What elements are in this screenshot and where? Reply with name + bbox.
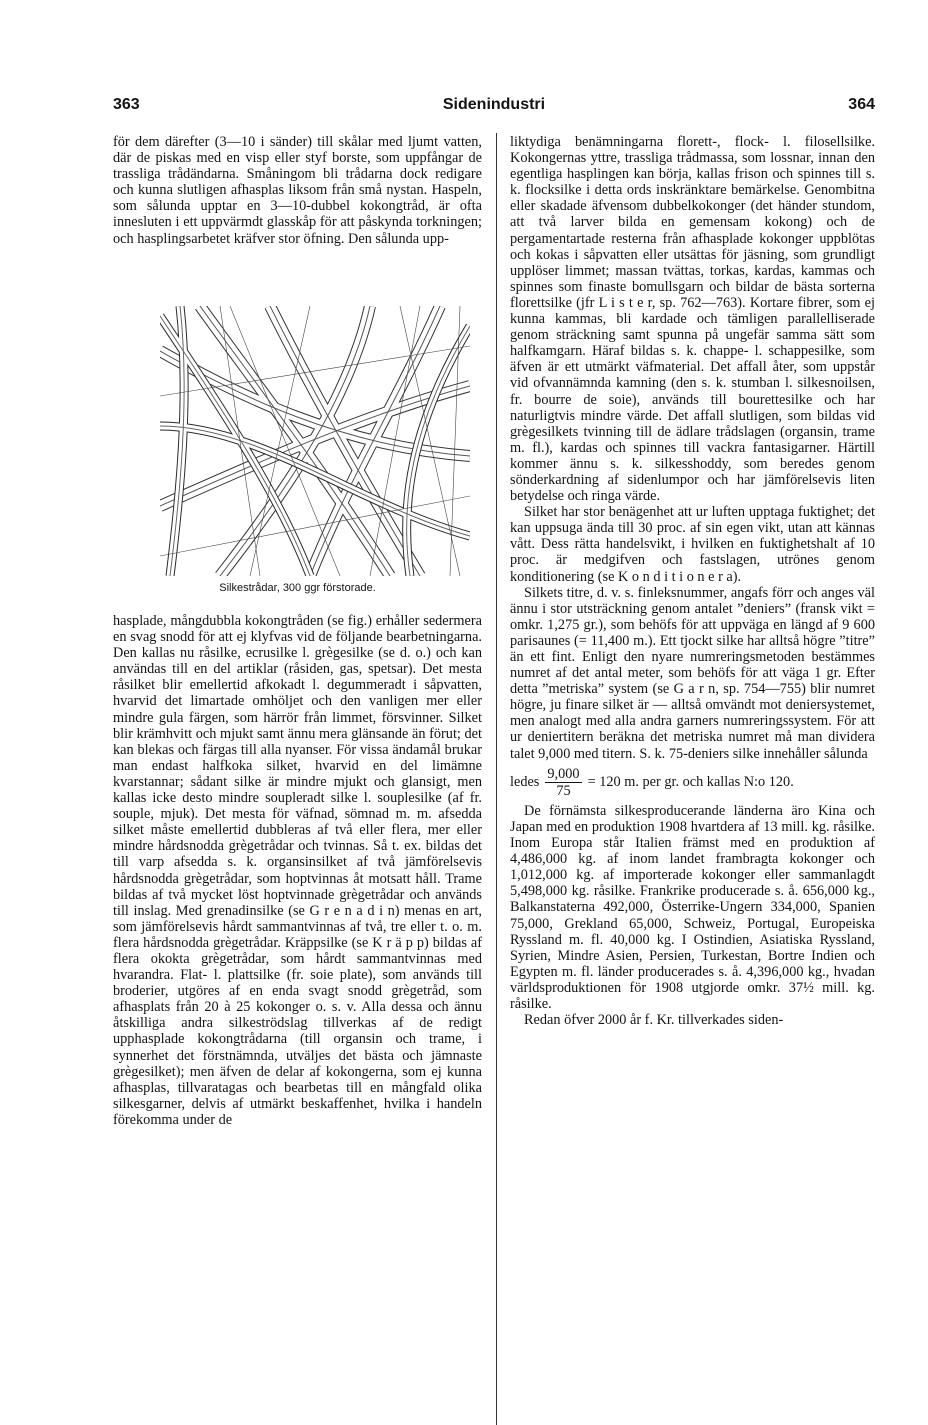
column-divider	[496, 133, 497, 1425]
page-number-right: 364	[848, 96, 875, 113]
running-title: Sidenindustri	[442, 96, 546, 113]
formula-fraction	[545, 766, 581, 799]
paragraph: Silkets titre, d. v. s. finleksnummer, angafs förr och anges väl ännu i stor utsträckning genom antalet ”deniers” (fransk vikt = omkr. 1,275 gr.), som behöfs för att uppväga en längd af 9 600 parisaunes (= 11,400 m.). Ett tjockt silke har alltså högre ”titre” än ett fint. Enligt den nyare numreringsmetoden bestämmes numret af det antal meter, som behöfs för att väga 1 gr. Efter detta ”metriska” system (se G a r n, sp. 754—755) blir numret högre, ju finare silket är — alltså omvändt mot deniersystemet, men analogt med alla andra garners numreringssystem. För att ur deniertitern beräkna det metriska numret må man dividera talet 9,000 med titern. S. k. 75-deniers silke innehåller sålunda	[510, 584, 875, 762]
left-column-bottom	[113, 613, 482, 1383]
paragraph: Redan öfver 2000 år f. Kr. tillverkades siden-	[524, 1012, 784, 1029]
titre-formula	[510, 766, 875, 799]
page-header	[113, 96, 875, 118]
paragraph: De förnämsta silkesproducerande länderna äro Kina och Japan med en produktion 1908 hvartdera af 13 mill. kg. råsilke. Inom Europa står Italien främst med en produktion af 4,486,000 kg. af inom landet frambragta kokonger och 1,012,000 kg. af importerade kokonger eller sammanlagdt 5,498,000 kg. råsilke. Frankrike producerade s. å. 656,000 kg., Balkanstaterna 492,000, Österrike-Ungern 334,000, Spanien 75,000, Grekland 65,000, Schweiz, Portugal, Europeiska Ryssland m. fl. 40,000 kg. I Ostindien, Asiatiska Ryssland, Syrien, Mindre Asien, Persien, Turkestan, Bortre Indien och Egypten m. fl. länder producerades s. å. 4,396,000 kg., hvadan världsproduktionen för 1908 utgjorde omkr. 37½ mill. kg. råsilke.	[510, 802, 875, 1012]
figure-caption: Silkestrådar, 300 ggr förstorade.	[219, 582, 376, 594]
silk-threads-figure	[160, 306, 470, 576]
formula-denominator: 75	[556, 782, 571, 799]
formula-prefix: ledes	[510, 774, 540, 791]
left-column-top	[113, 134, 482, 298]
paragraph: för dem därefter (3—10 i sänder) till skålar med ljumt vatten, där de piskas med en visp eller styf borste, som uppfångar de trassliga trådändarna. Småningom bli trådarna dock redigare och kunna slutligen afhasplas liksom från små nystan. Haspeln, som sålunda upptar en 3—10-dubbel kokongtråd, är ofta innesluten i ett uppvärmdt glasskåp för att påskynda torkningen; och hasplingsarbetet kräfver stor öfning. Den sålunda upp-	[113, 134, 482, 247]
formula-numerator: 9,000	[547, 765, 580, 782]
paragraph: liktydiga benämningarna florett-, flock- l. filosellsilke. Kokongernas yttre, trassliga trådmassa, som lossnar, innan den egentliga hasplingen kan börja, kallas frison och spinnes till s. k. flocksilke i detta ords inskränktare bemärkelse. Genombitna eller skadade äfvensom dubbelkokonger (det händer stundom, att två larver bilda en gemensam kokong) och de pergamentartade resterna från afhasplade kokonger uppblötas och kokas i såpvatten eller utsättas för jäsning, som grundligt upplöser limmet; massan tvättas, torkas, kardas, kammas och spinnes som finaste bomullsgarn och bildar de bästa sorterna florettsilke (jfr L i s t e r, sp. 762—763). Kortare fibrer, som ej kunna kammas, bli kardade och tämligen parallelliserade genom sträckning samt spunna på ungefär samma sätt som halfkamgarn. Häraf bildas s. k. chappe- l. schappesilke, som äfven är ett utmärkt väfmaterial. Det affall åter, som uppstår vid ofvannämnda kamning (den s. k. stumban l. silkesnoilsen, fr. bourre de soie), används till bourettesilke och har naturligtvis mindre värde. Det affall slutligen, som bildas vid grègesilkets tvinning till de ädlare trådslagen (organsin, trame m. fl.), kardas och spinnes till vackra fantasigarner. Härtill kommer ännu s. k. silkesshoddy, som beredes genom sönderkardning af sidenlumpor och har jämförelsevis liten betydelse och ringa värde.	[510, 134, 875, 505]
paragraph: hasplade, mångdubbla kokongtråden (se fig.) erhåller sedermera en svag snodd för att ej klyfvas vid de följande bearbetningarna. Den kallas nu råsilke, ecrusilke l. grègesilke (se d. o.) och kan användas till en del artiklar (råsiden, gas, spetsar). Det mesta råsilket blir emellertid afkokadt l. degummeradt i såpvatten, hvarvid det limartade omhöljet och den vanligen mer eller mindre gula färgen, som härrör från limmet, försvinner. Silket blir krämhvitt och mjukt samt ännu mera glänsande än förut; det kan blekas och färgas till alla nyanser. För vissa ändamål brukar man endast halfkoka silket, hvarvid en del limämne kvarstannar; sådant silke är mindre mjukt och glansigt, men kallas icke desto mindre soupleradt silke l. souplesilke (af fr. souple, mjuk). Det mesta för väfnad, sömnad m. m. afsedda silket måste emellertid dubbleras af två eller flera, mer eller mindre hårdsnodda grègetrådar och tvinnas. Så t. ex. bildas det till varp afsedda s. k. organsinsilket af två jämförelsevis hårdsnodda grègetrådar, som hoptvinnas åt motsatt håll. Trame bildas af två mycket löst hoptvinnade grègetrådar och används till inslag. Med grenadinsilke (se G r e n a d i n) menas en art, som jämförelsevis hårdt sammantvinnas af två, tre eller t. o. m. flera hårdsnodda grègetrådar. Kräppsilke (se K r ä p p) bildas af flera okokta grègetrådar, som hårdt sammantvinnas med hvarandra. Flat- l. plattsilke (fr. soie plate), som används till broderier, utgöres af en enda svagt snodd grègetråd, som afhasplats från 20 à 25 kokonger o. s. v. Alla dessa och ännu åtskilliga andra silkeströdslag tillverkas af de redigt upphasplade kokongtrådarna (till organsin och trame, i synnerhet det förstnämnda, utväljes det bästa och jämnaste grègesilket); men äfven de delar af kokongerna, som ej kunna afhasplas, tillvaratagas och bearbetas till en mångfald olika silkesgarner, delvis af utmärkt beskaffenhet, hvilka i handeln förekomma under de	[113, 613, 482, 1128]
right-column	[510, 134, 875, 1384]
formula-suffix: = 120 m. per gr. och kallas N:o 120.	[587, 774, 794, 791]
paragraph: Silket har stor benägenhet att ur luften upptaga fuktighet; det kan uppsuga ända till 30 proc. af sin egen vikt, utan att kännas vått. Dess rätta handelsvikt, i hvilken en fuktighetshalt af 10 proc. är medgifven och fastslagen, utrönes genom konditionering (se K o n d i t i o n e r a).	[510, 504, 875, 585]
page-number-left: 363	[113, 96, 140, 113]
